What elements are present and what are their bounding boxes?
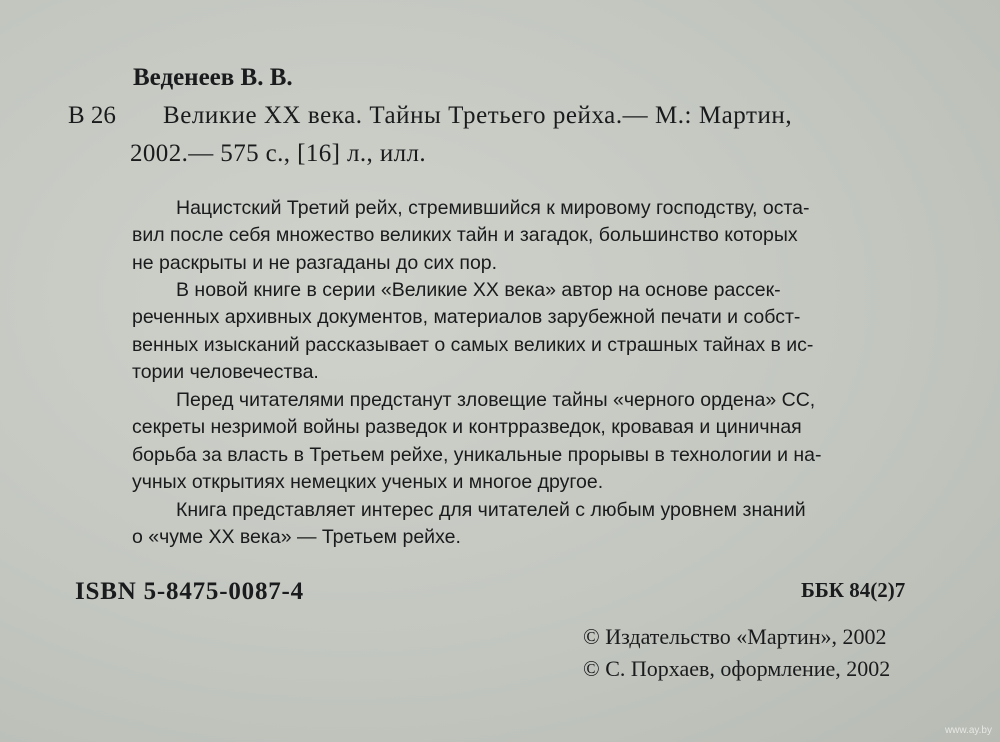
annotation-line: вил после себя множество великих тайн и загадок, большинство которых bbox=[132, 224, 798, 247]
bibliographic-line-2: 2002.— 575 с., [16] л., илл. bbox=[130, 140, 427, 167]
annotation-line: о «чуме XX века» — Третьем рейхе. bbox=[132, 526, 461, 549]
annotation-line: В новой книге в серии «Великие XX века» автор на основе рассек- bbox=[176, 279, 781, 301]
copyright-design: © С. Порхаев, оформление, 2002 bbox=[583, 656, 891, 681]
annotation-line: Перед читателями предстанут зловещие тайны «черного ордена» СС, bbox=[176, 389, 816, 411]
annotation-line: секреты незримой войны разведок и контрразведок, кровавая и циничная bbox=[132, 416, 802, 439]
isbn: ISBN 5-8475-0087-4 bbox=[75, 578, 304, 605]
annotation-line: учных открытиях немецких ученых и многое другое. bbox=[132, 471, 604, 494]
bibliographic-line-1: Великие XX века. Тайны Третьего рейха.— М.: Мартин, bbox=[163, 102, 793, 129]
watermark: www.ay.by bbox=[944, 725, 992, 736]
library-code: В 26 bbox=[68, 102, 116, 129]
annotation-paragraph-2 bbox=[132, 277, 813, 387]
annotation-line: Нацистский Третий рейх, стремившийся к мировому господству, оста- bbox=[176, 197, 810, 219]
copyright-publisher: © Издательство «Мартин», 2002 bbox=[583, 624, 887, 649]
annotation-paragraph-4 bbox=[132, 497, 806, 552]
annotation-line: реченных архивных документов, материалов зарубежной печати и собст- bbox=[132, 306, 801, 329]
annotation-paragraph-1 bbox=[132, 195, 941, 277]
annotation-line: венных изысканий рассказывает о самых великих и страшных тайнах в ис- bbox=[132, 333, 814, 356]
annotation-line: Книга представляет интерес для читателей с любым уровнем знаний bbox=[176, 499, 806, 521]
annotation-paragraph-3 bbox=[132, 387, 822, 497]
bbk-code: ББК 84(2)7 bbox=[801, 578, 906, 602]
author-name: Веденеев В. В. bbox=[133, 64, 293, 91]
annotation-line: борьба за власть в Третьем рейхе, уникальные прорывы в технологии и на- bbox=[132, 443, 822, 466]
annotation-line: не раскрыты и не разгаданы до сих пор. bbox=[132, 251, 498, 274]
annotation-line: тории человечества. bbox=[132, 361, 319, 384]
